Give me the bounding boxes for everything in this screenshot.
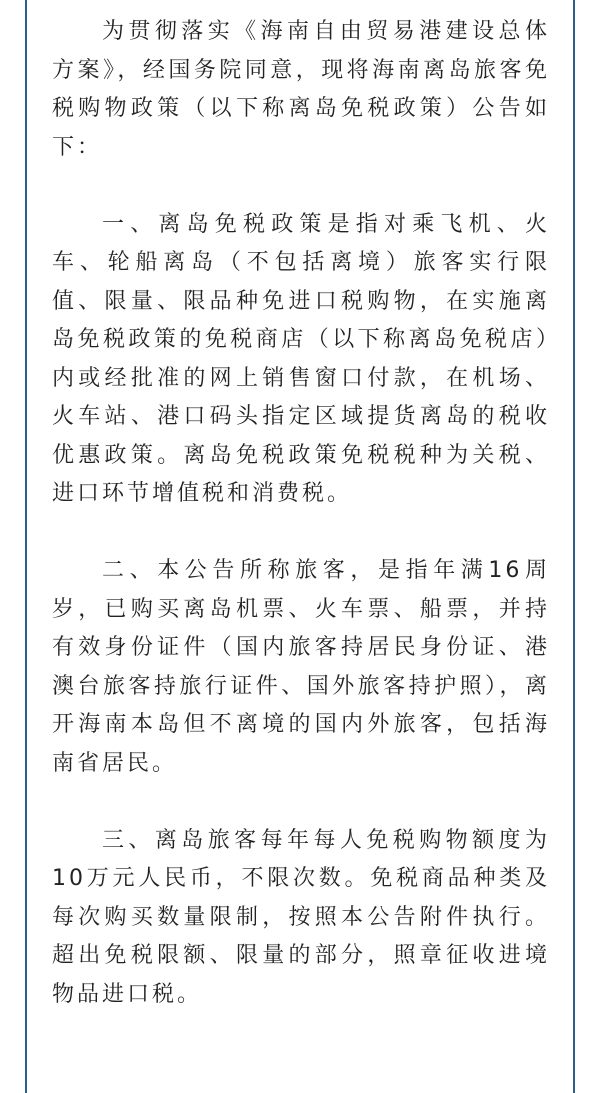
paragraph-spacer bbox=[52, 783, 550, 822]
section-2-paragraph: 二、本公告所称旅客，是指年满16周岁，已购买离岛机票、火车票、船票，并持有效身份证件（国内旅客持居民身份证、港澳台旅客持旅行证件、国外旅客持护照），离开海南本岛但不离境的国内外旅客，包括海南省居民。 bbox=[52, 558, 550, 776]
paragraph-spacer bbox=[52, 514, 550, 553]
section-1-paragraph: 一、离岛免税政策是指对乘飞机、火车、轮船离岛（不包括离境）旅客实行限值、限量、限品种免进口税购物，在实施离岛免税政策的免税商店（以下称离岛免税店）内或经批准的网上销售窗口付款，在机场、火车站、港口码头指定区域提货离岛的税收优惠政策。离岛免税政策免税税种为关税、进口环节增值税和消费税。 bbox=[52, 211, 550, 506]
intro-paragraph: 为贯彻落实《海南自由贸易港建设总体方案》，经国务院同意，现将海南离岛旅客免税购物政策（以下称离岛免税政策）公告如下： bbox=[52, 19, 550, 160]
paragraph-spacer bbox=[52, 167, 550, 206]
article-body bbox=[52, 13, 550, 1014]
section-3-paragraph: 三、离岛旅客每年每人免税购物额度为10万元人民币，不限次数。免税商品种类及每次购买数量限制，按照本公告附件执行。超出免税限额、限量的部分，照章征收进境物品进口税。 bbox=[52, 827, 550, 1007]
